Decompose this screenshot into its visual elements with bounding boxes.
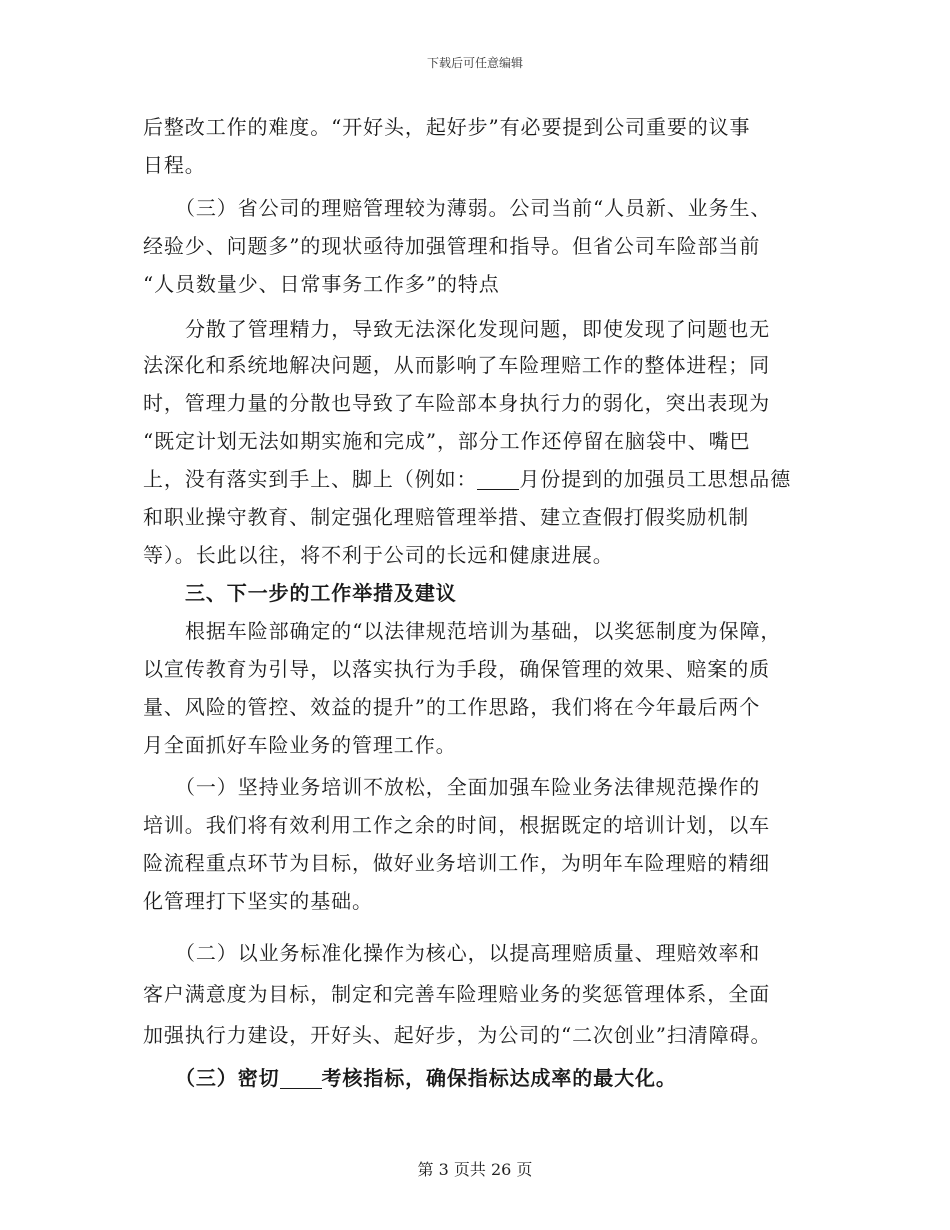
document-body: [143, 108, 813, 1097]
page-footer: 第 3 页共 26 页: [417, 1160, 533, 1179]
fill-in-blank: [477, 469, 519, 490]
text-line: 等）。长此以往，将不利于公司的长远和健康进展。: [143, 543, 614, 567]
text-line: 经验少、问题多”的现状亟待加强管理和指导。但省公司车险部当前: [143, 234, 761, 258]
text-line: 培训。我们将有效利用工作之余的时间，根据既定的培训计划，以车: [143, 813, 770, 837]
text-line: （三）省公司的理赔管理较为薄弱。公司当前“人员新、业务生、: [175, 196, 772, 220]
line-text-part: 考核指标，确保指标达成率的最大化。: [321, 1066, 677, 1090]
text-line: 化管理打下坚实的基础。: [143, 889, 373, 913]
text-line: （一）坚持业务培训不放松，全面加强车险业务法律规范操作的: [175, 775, 761, 799]
text-line: 和职业操守教育、制定强化理赔管理举措、建立查假打假奖励机制: [143, 505, 750, 529]
text-line: （二）以业务标准化操作为核心，以提高理赔质量、理赔效率和: [175, 941, 761, 965]
text-line: 后整改工作的难度。“开好头，起好步”有必要提到公司重要的议事: [143, 115, 751, 139]
page-header: 下载后可任意编辑: [426, 56, 523, 70]
text-line: 法深化和系统地解决问题，从而影响了车险理赔工作的整体进程；同: [143, 353, 770, 377]
text-line: 分散了管理精力，导致无法深化发现问题，即使发现了问题也无: [185, 317, 771, 341]
fill-in-blank: [280, 1068, 322, 1089]
text-line: 量、风险的管控、效益的提升”的工作思路，我们将在今年最后两个: [143, 695, 761, 719]
text-line: 加强执行力建设，开好头、起好步，为公司的“二次创业”扫清障碍。: [143, 1023, 772, 1047]
text-line: “人员数量少、日常事务工作多”的特点: [143, 272, 500, 296]
text-line-bold: [143, 1059, 813, 1097]
text-line: 险流程重点环节为目标，做好业务培训工作，为明年车险理赔的精细: [143, 851, 770, 875]
line-text-part: 上，没有落实到手上、脚上（例如：: [143, 467, 478, 491]
text-line: 月全面抓好车险业务的管理工作。: [143, 733, 457, 757]
line-text-part: 月份提到的加强员工思想品德: [519, 467, 792, 491]
text-line: 时，管理力量的分散也导致了车险部本身执行力的弱化，突出表现为: [143, 391, 770, 415]
text-line: “既定计划无法如期实施和完成”，部分工作还停留在脑袋中、嘴巴: [143, 429, 751, 453]
text-line: 以宣传教育为引导，以落实执行为手段，确保管理的效果、赔案的质: [143, 657, 770, 681]
text-line: 日程。: [143, 153, 206, 177]
text-line: [143, 460, 813, 498]
text-line: 客户满意度为目标，制定和完善车险理赔业务的奖惩管理体系，全面: [143, 982, 770, 1006]
text-line: 根据车险部确定的“以法律规范培训为基础，以奖惩制度为保障，: [185, 619, 782, 643]
section-heading: 三、下一步的工作举措及建议: [185, 581, 457, 605]
line-text-part: （三）密切: [175, 1066, 280, 1090]
